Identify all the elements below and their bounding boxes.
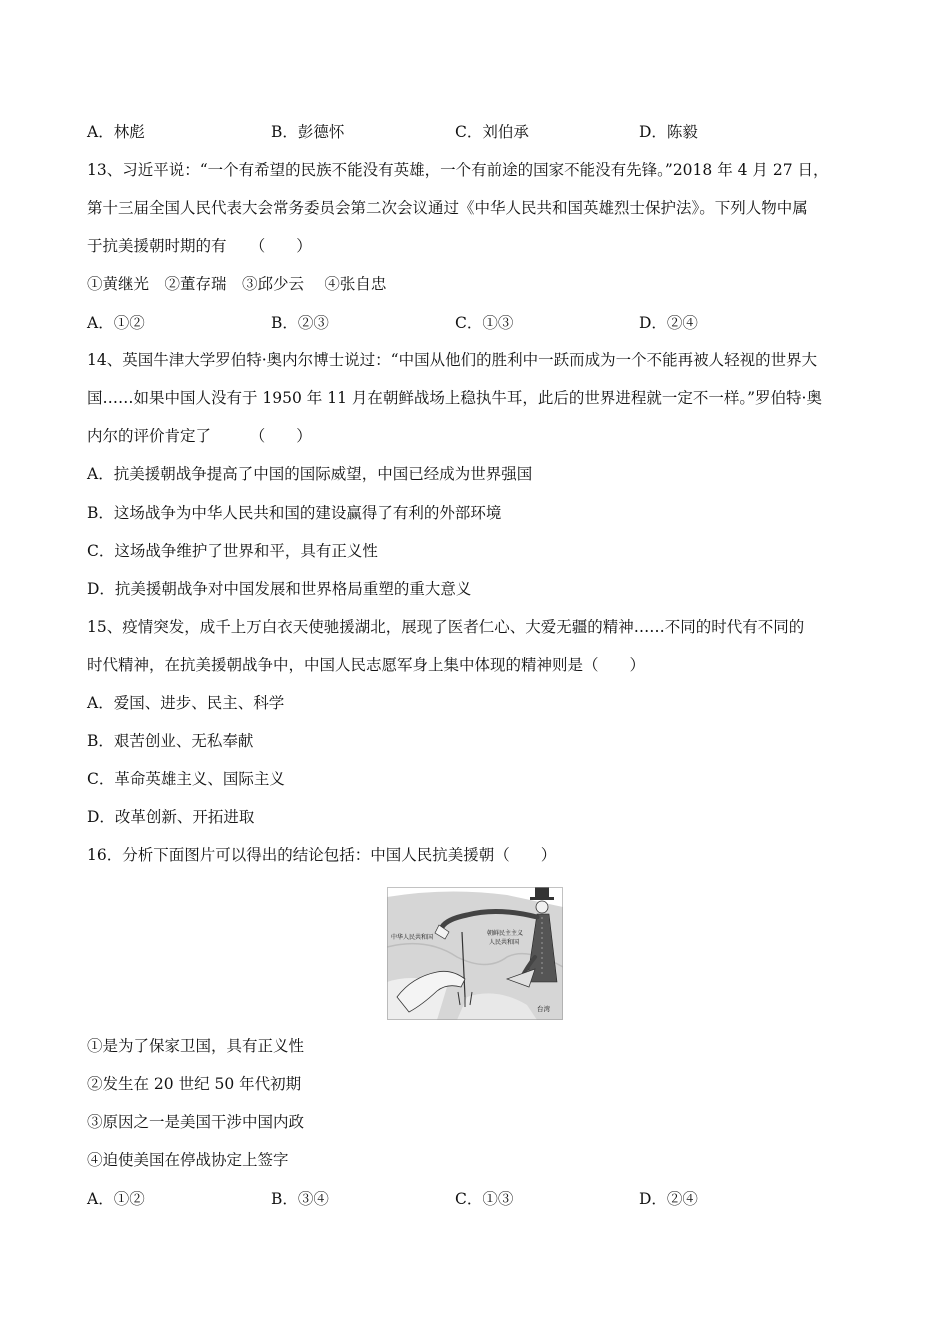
label-taiwan: 台湾 [537, 1005, 550, 1013]
q16-options [87, 1189, 887, 1209]
q14-stem-line-2: 国……如果中国人没有于 1950 年 11 月在朝鲜战场上稳执牛耳，此后的世界进程就一定不一样。”罗伯特·奥 [87, 389, 822, 407]
q13-stem-line-1: 13、习近平说：“一个有希望的民族不能没有英雄，一个有前途的国家不能没有先锋。”2018 年 4 月 27 日， [87, 161, 829, 179]
q16-option-b[interactable]: B．③④ [271, 1190, 329, 1208]
q14-stem-line-1: 14、英国牛津大学罗伯特·奥内尔博士说过：“中国从他们的胜利中一跃而成为一个不能再被人轻视的世界大 [87, 351, 818, 369]
label-china: 中华人民共和国 [391, 934, 434, 941]
q15-stem-line-2: 时代精神，在抗美援朝战争中，中国人民志愿军身上集中体现的精神则是（ ） [87, 656, 646, 674]
q14-stem-line-3: 内尔的评价肯定了 （ ） [87, 427, 312, 445]
q16-option-d[interactable]: D．②④ [639, 1190, 698, 1208]
q15-option-b[interactable]: B．艰苦创业、无私奉献 [87, 732, 254, 750]
q14-option-a[interactable]: A．抗美援朝战争提高了中国的国际威望，中国已经成为世界强国 [87, 465, 533, 483]
q16-item-3: ③原因之一是美国干涉中国内政 [87, 1113, 305, 1131]
q14-option-d[interactable]: D．抗美援朝战争对中国发展和世界格局重塑的重大意义 [87, 580, 472, 598]
q12-option-c[interactable]: C．刘伯承 [455, 123, 529, 141]
q13-option-c[interactable]: C．①③ [455, 314, 514, 332]
label-korea-line1: 朝鲜民主主义 [487, 930, 524, 937]
q13-option-a[interactable]: A．①② [87, 314, 145, 332]
q14-option-b[interactable]: B．这场战争为中华人民共和国的建设赢得了有利的外部环境 [87, 504, 502, 522]
q13-items: ①黄继光 ②董存瑞 ③邱少云 ④张自忠 [87, 275, 387, 293]
q13-stem-line-2: 第十三届全国人民代表大会常务委员会第二次会议通过《中华人民共和国英雄烈士保护法》。下列人物中属 [87, 199, 808, 217]
q15-stem-line-1: 15、疫情突发，成千上万白衣天使驰援湖北，展现了医者仁心、大爱无疆的精神……不同的时代有不同的 [87, 618, 805, 636]
q13-option-d[interactable]: D．②④ [639, 314, 698, 332]
label-korea-line2: 人民共和国 [489, 939, 520, 946]
q16-item-1: ①是为了保家卫国，具有正义性 [87, 1037, 305, 1055]
q12-option-b[interactable]: B．彭德怀 [271, 123, 345, 141]
q16-item-2: ②发生在 20 世纪 50 年代初期 [87, 1075, 302, 1093]
q12-option-d[interactable]: D．陈毅 [639, 123, 698, 141]
q16-option-a[interactable]: A．①② [87, 1190, 145, 1208]
q16-option-c[interactable]: C．①③ [455, 1190, 514, 1208]
q13-option-b[interactable]: B．②③ [271, 314, 329, 332]
q12-option-a[interactable]: A．林彪 [87, 123, 145, 141]
q15-option-c[interactable]: C．革命英雄主义、国际主义 [87, 770, 285, 788]
political-cartoon [387, 887, 563, 1020]
q15-option-a[interactable]: A．爱国、进步、民主、科学 [87, 694, 285, 712]
q15-option-d[interactable]: D．改革创新、开拓进取 [87, 808, 255, 826]
q13-stem-line-3: 于抗美援朝时期的有 （ ） [87, 237, 312, 255]
q14-option-c[interactable]: C．这场战争维护了世界和平，具有正义性 [87, 542, 378, 560]
q16-item-4: ④迫使美国在停战协定上签字 [87, 1151, 289, 1169]
q16-stem: 16．分析下面图片可以得出的结论包括：中国人民抗美援朝（ ） [87, 846, 557, 864]
q13-options [87, 313, 887, 333]
q12-options [87, 122, 887, 142]
